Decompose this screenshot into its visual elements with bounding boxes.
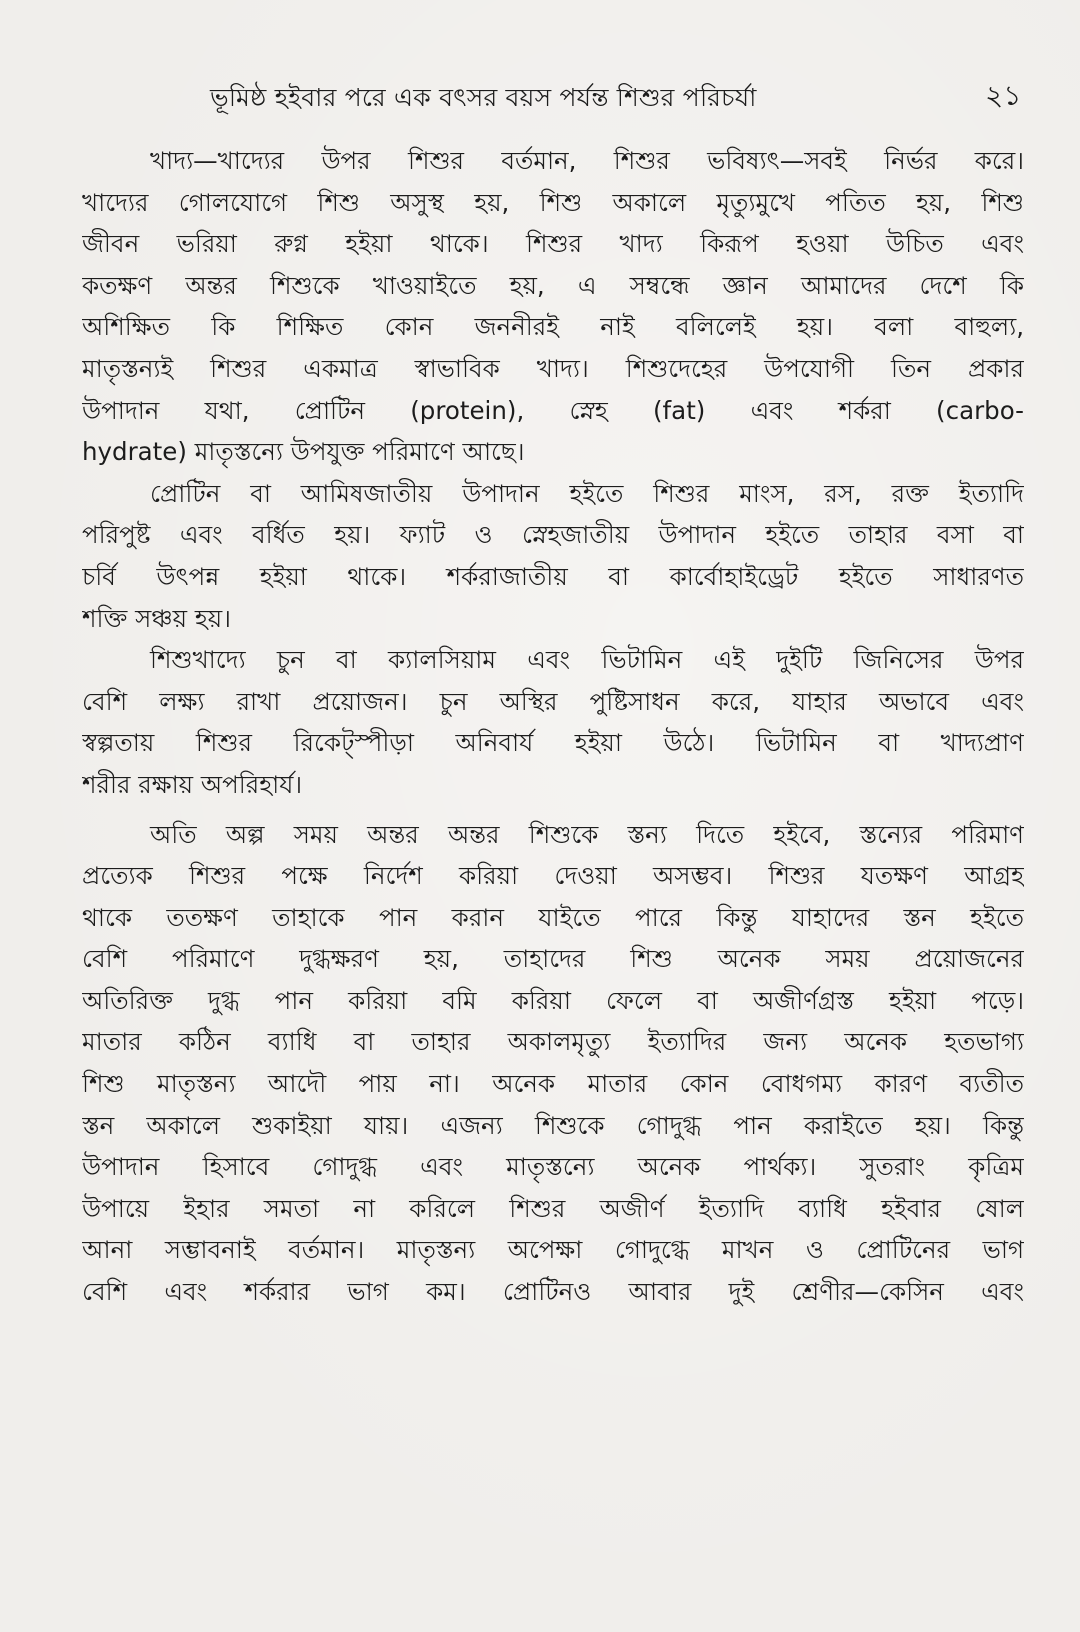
text-line: অতি অল্প সময় অন্তর অন্তর শিশুকে স্তন্য দিতে হইবে, স্তন্যের পরিমাণ bbox=[150, 819, 1024, 849]
paragraph-3 bbox=[82, 639, 1024, 805]
text-line: চর্বি উৎপন্ন হইয়া থাকে। শর্করাজাতীয় বা কার্বোহাইড্রেট হইতে সাধারণত bbox=[82, 561, 1024, 591]
text-line: শিশুখাদ্যে চুন বা ক্যালসিয়াম এবং ভিটামিন এই দুইটি জিনিসের উপর bbox=[150, 645, 1024, 675]
paragraph-4 bbox=[82, 814, 1024, 1313]
text-line: শিশু মাতৃস্তন্য আদৌ পায় না। অনেক মাতার কোন বোধগম্য কারণ ব্যতীত bbox=[82, 1069, 1024, 1099]
text-line: খাদ্য—খাদ্যের উপর শিশুর বর্তমান, শিশুর ভবিষ্যৎ—সবই নির্ভর করে। bbox=[150, 146, 1024, 175]
running-head: ভূমিষ্ঠ হইবার পরে এক বৎসর বয়স পর্যন্ত শিশুর পরিচর্যা bbox=[210, 83, 757, 112]
text-line: প্রোটিন বা আমিষজাতীয় উপাদান হইতে শিশুর মাংস, রস, রক্ত ইত্যাদি bbox=[150, 478, 1024, 508]
text-line: উপায়ে ইহার সমতা না করিলে শিশুর অজীর্ণ ইত্যাদি ব্যাধি হইবার ষোল bbox=[82, 1193, 1024, 1223]
text-line: জীবন ভরিয়া রুগ্ন হইয়া থাকে। শিশুর খাদ্য কিরূপ হওয়া উচিত এবং bbox=[82, 229, 1024, 259]
text-line: কতক্ষণ অন্তর শিশুকে খাওয়াইতে হয়, এ সম্বন্ধে জ্ঞান আমাদের দেশে কি bbox=[82, 270, 1024, 300]
text-line: প্রত্যেক শিশুর পক্ষে নির্দেশ করিয়া দেওয়া অসম্ভব। শিশুর যতক্ষণ আগ্রহ bbox=[82, 861, 1024, 891]
paragraph-2 bbox=[82, 473, 1024, 639]
text-line: বেশি পরিমাণে দুগ্ধক্ষরণ হয়, তাহাদের শিশু অনেক সময় প্রয়োজনের bbox=[82, 944, 1024, 974]
text-line: অতিরিক্ত দুগ্ধ পান করিয়া বমি করিয়া ফেলে বা অজীর্ণগ্রস্ত হইয়া পড়ে। bbox=[82, 985, 1024, 1015]
page-number: ২১ bbox=[985, 79, 1022, 112]
text-line: উপাদান হিসাবে গোদুগ্ধ এবং মাতৃস্তন্যে অনেক পার্থক্য। সুতরাং কৃত্রিম bbox=[82, 1152, 1024, 1182]
paragraph-gap bbox=[82, 806, 1024, 814]
text-line: আনা সম্ভাবনাই বর্তমান। মাতৃস্তন্য অপেক্ষা গোদুগ্ধে মাখন ও প্রোটিনের ভাগ bbox=[82, 1235, 1024, 1265]
text-line: স্বল্পতায় শিশুর রিকেট্স্পীড়া অনিবার্য হইয়া উঠে। ভিটামিন বা খাদ্যপ্রাণ bbox=[82, 728, 1024, 758]
text-line: মাতৃস্তন্যই শিশুর একমাত্র স্বাভাবিক খাদ্য। শিশুদেহের উপযোগী তিন প্রকার bbox=[82, 353, 1024, 383]
text-line: শরীর রক্ষায় অপরিহার্য। bbox=[82, 769, 303, 799]
text-line: উপাদান যথা, প্রোটিন (protein), স্নেহ (fat) এবং শর্করা (carbo- bbox=[82, 395, 1024, 425]
text-line: শক্তি সঞ্চয় হয়। bbox=[82, 603, 231, 633]
text-line: থাকে ততক্ষণ তাহাকে পান করান যাইতে পারে কিন্তু যাহাদের স্তন হইতে bbox=[82, 902, 1024, 932]
text-line: মাতার কঠিন ব্যাধি বা তাহার অকালমৃত্যু ইত্যাদির জন্য অনেক হতভাগ্য bbox=[82, 1027, 1024, 1057]
body-text bbox=[82, 140, 1024, 1313]
text-line: পরিপুষ্ট এবং বর্ধিত হয়। ফ্যাট ও স্নেহজাতীয় উপাদান হইতে তাহার বসা বা bbox=[82, 520, 1024, 550]
text-line: খাদ্যের গোলযোগে শিশু অসুস্থ হয়, শিশু অকালে মৃত্যুমুখে পতিত হয়, শিশু bbox=[82, 187, 1024, 217]
text-line: বেশি এবং শর্করার ভাগ কম। প্রোটিনও আবার দুই শ্রেণীর—কেসিন এবং bbox=[82, 1277, 1024, 1307]
paragraph-1 bbox=[82, 140, 1024, 473]
text-line: hydrate) মাতৃস্তন্যে উপযুক্ত পরিমাণে আছে। bbox=[82, 437, 525, 467]
text-line: অশিক্ষিত কি শিক্ষিত কোন জননীরই নাই বলিলেই হয়। বলা বাহুল্য, bbox=[82, 312, 1024, 342]
text-line: স্তন অকালে শুকাইয়া যায়। এজন্য শিশুকে গোদুগ্ধ পান করাইতে হয়। কিন্তু bbox=[82, 1110, 1024, 1140]
text-line: বেশি লক্ষ্য রাখা প্রয়োজন। চুন অস্থির পুষ্টিসাধন করে, যাহার অভাবে এবং bbox=[82, 686, 1024, 716]
